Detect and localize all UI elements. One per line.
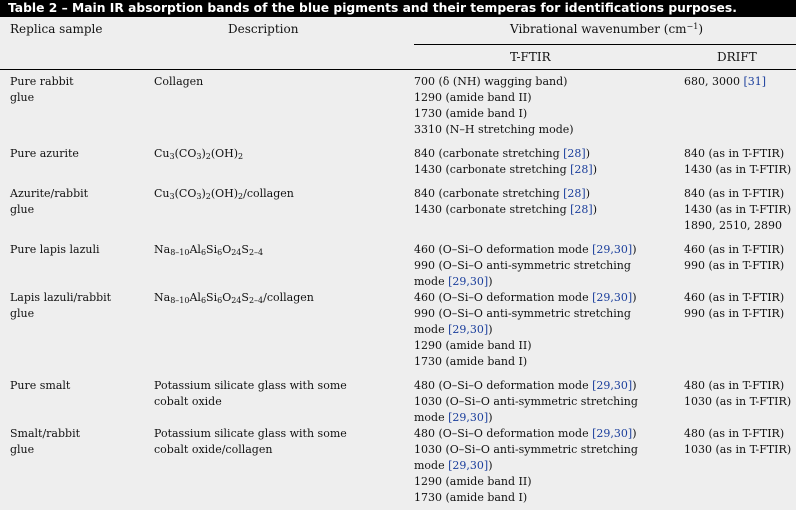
citation-link[interactable]: [29,30]: [592, 379, 633, 392]
text-span: 3: [196, 192, 202, 201]
cell-tftir: [414, 426, 636, 442]
cell-replica-sample: glue: [10, 443, 35, 456]
cell-drift: [684, 242, 784, 258]
text-span: 460 (as in T-FTIR): [684, 243, 785, 256]
text-span: ): [585, 187, 591, 200]
text-span: Collagen: [154, 75, 204, 88]
cell-tftir: [414, 354, 527, 370]
cell-description: [154, 242, 263, 258]
cell-drift: [684, 146, 784, 162]
text-span: 840 (as in T-FTIR): [684, 147, 785, 160]
text-span: Potassium silicate glass with some: [154, 379, 347, 392]
text-span: 2–4: [248, 296, 264, 305]
text-span: 990 (as in T-FTIR): [684, 259, 785, 272]
cell-tftir: [414, 202, 597, 218]
cell-tftir: [414, 106, 527, 122]
text-span: 480 (as in T-FTIR): [684, 379, 785, 392]
text-span: Cu: [154, 147, 170, 160]
cell-drift: [684, 290, 784, 306]
cell-replica-sample: Pure azurite: [10, 147, 79, 160]
text-span: 990 (O–Si–O anti-symmetric stretching: [414, 259, 631, 272]
text-span: S: [241, 291, 249, 304]
cell-replica-sample: Pure lapis lazuli: [10, 243, 100, 256]
text-span: Al: [189, 243, 201, 256]
cell-tftir: [414, 322, 492, 338]
text-span: S: [241, 243, 249, 256]
text-span: 1030 (O–Si–O anti-symmetric stretching: [414, 443, 638, 456]
text-span: 840 (carbonate stretching: [414, 147, 564, 160]
text-span: 6: [217, 248, 223, 257]
text-span: 1730 (amide band I): [414, 355, 528, 368]
text-span: 460 (as in T-FTIR): [684, 291, 785, 304]
text-span: ): [488, 459, 493, 472]
cell-description: [154, 74, 203, 90]
citation-link[interactable]: [29,30]: [592, 427, 633, 440]
text-span: mode: [414, 411, 449, 424]
cell-description: [154, 378, 347, 394]
text-span: ): [632, 379, 637, 392]
citation-link[interactable]: [29,30]: [592, 243, 633, 256]
cell-tftir: [414, 74, 567, 90]
cell-drift: [684, 74, 766, 90]
text-span: 840 (as in T-FTIR): [684, 187, 785, 200]
cell-tftir: [414, 290, 636, 306]
cell-drift: [684, 426, 784, 442]
text-span: 3: [196, 152, 202, 161]
text-span: (OH): [210, 147, 239, 160]
cell-drift: [684, 394, 791, 410]
text-span: 480 (as in T-FTIR): [684, 427, 785, 440]
text-span: 3: [169, 152, 175, 161]
header-bottom-rule: [0, 69, 796, 70]
text-span: 480 (O–Si–O deformation mode: [414, 427, 593, 440]
citation-link[interactable]: [29,30]: [592, 291, 633, 304]
text-span: 1030 (O–Si–O anti-symmetric stretching: [414, 395, 638, 408]
citation-link[interactable]: [29,30]: [448, 411, 489, 424]
text-span: 460 (O–Si–O deformation mode: [414, 291, 593, 304]
cell-drift: [684, 378, 784, 394]
cell-tftir: [414, 338, 532, 354]
cell-description: [154, 426, 347, 442]
cell-tftir: [414, 378, 636, 394]
text-span: (CO: [174, 187, 197, 200]
cell-description: [154, 290, 314, 306]
cell-tftir: [414, 122, 574, 138]
text-span: 2: [205, 192, 211, 201]
cell-tftir: [414, 458, 492, 474]
cell-description: [154, 442, 272, 458]
cell-tftir: [414, 242, 636, 258]
text-span: 1730 (amide band I): [414, 491, 528, 504]
citation-link[interactable]: [28]: [570, 163, 593, 176]
cell-drift: [684, 258, 784, 274]
text-span: ): [585, 147, 591, 160]
cell-replica-sample: Pure rabbit: [10, 75, 74, 88]
cell-replica-sample: Smalt/rabbit: [10, 427, 81, 440]
citation-link[interactable]: [29,30]: [448, 459, 489, 472]
text-span: Na: [154, 243, 171, 256]
cell-tftir: [414, 146, 590, 162]
text-span: Potassium silicate glass with some: [154, 427, 347, 440]
cell-tftir: [414, 490, 527, 506]
cell-replica-sample: glue: [10, 307, 35, 320]
cell-tftir: [414, 274, 492, 290]
text-span: /collagen: [243, 187, 294, 200]
text-span: ): [488, 323, 493, 336]
text-span: 2: [205, 152, 211, 161]
cell-tftir: [414, 474, 532, 490]
text-span: ): [592, 203, 598, 216]
citation-link[interactable]: [31]: [743, 75, 767, 88]
text-span: (CO: [174, 147, 197, 160]
text-span: cobalt oxide: [154, 395, 222, 408]
text-span: 8–10: [170, 296, 190, 305]
cell-tftir: [414, 442, 638, 458]
cell-replica-sample: Pure smalt: [10, 379, 71, 392]
text-span: 990 (as in T-FTIR): [684, 307, 785, 320]
text-span: ): [201, 187, 206, 200]
cell-replica-sample: glue: [10, 91, 35, 104]
cell-replica-sample: Lapis lazuli/rabbit: [10, 291, 112, 304]
cell-tftir: [414, 186, 590, 202]
text-span: ): [488, 275, 493, 288]
text-span: 1430 (carbonate stretching: [414, 163, 571, 176]
cell-tftir: [414, 90, 532, 106]
text-span: ): [201, 147, 206, 160]
text-span: 1730 (amide band I): [414, 107, 528, 120]
cell-tftir: [414, 410, 492, 426]
cell-tftir: [414, 306, 631, 322]
text-span: 480 (O–Si–O deformation mode: [414, 379, 593, 392]
text-span: (OH): [210, 187, 239, 200]
cell-drift: [684, 218, 782, 234]
cell-drift: [684, 186, 784, 202]
text-span: 3310 (N–H stretching mode): [414, 123, 574, 136]
citation-link[interactable]: [29,30]: [448, 275, 489, 288]
text-span: mode: [414, 323, 449, 336]
text-span: ): [632, 291, 637, 304]
text-span: 24: [231, 296, 242, 305]
text-span: 990 (O–Si–O anti-symmetric stretching: [414, 307, 631, 320]
text-span: 1290 (amide band II): [414, 91, 532, 104]
cell-tftir: [414, 394, 638, 410]
text-span: Cu: [154, 187, 170, 200]
text-span: 460 (O–Si–O deformation mode: [414, 243, 593, 256]
cell-description: [154, 186, 294, 202]
text-span: /collagen: [263, 291, 314, 304]
header-subrule: [414, 44, 796, 45]
citation-link[interactable]: [28]: [563, 187, 586, 200]
text-span: 6: [200, 296, 207, 305]
text-span: 2: [238, 192, 244, 201]
cell-description: [154, 146, 243, 162]
cell-replica-sample: glue: [10, 203, 35, 216]
text-span: 6: [217, 296, 223, 305]
header-replica-sample: Replica sample: [10, 22, 103, 36]
citation-link[interactable]: [29,30]: [448, 323, 489, 336]
cell-drift: [684, 306, 784, 322]
text-span: 1030 (as in T-FTIR): [684, 395, 792, 408]
text-span: ): [488, 411, 493, 424]
cell-description: [154, 394, 222, 410]
header-tftir: T-FTIR: [510, 50, 551, 64]
text-span: 1430 (carbonate stretching: [414, 203, 571, 216]
text-span: Al: [189, 291, 201, 304]
text-span: ): [632, 427, 637, 440]
text-span: 24: [231, 248, 242, 257]
text-span: 1290 (amide band II): [414, 339, 532, 352]
text-span: 1430 (as in T-FTIR): [684, 203, 792, 216]
text-span: mode: [414, 275, 449, 288]
text-span: 1290 (amide band II): [414, 475, 532, 488]
cell-tftir: [414, 162, 597, 178]
text-span: 680, 3000: [684, 75, 744, 88]
citation-link[interactable]: [28]: [570, 203, 593, 216]
text-span: 3: [169, 192, 175, 201]
cell-replica-sample: Azurite/rabbit: [10, 187, 89, 200]
cell-drift: [684, 162, 791, 178]
text-span: cobalt oxide/collagen: [154, 443, 273, 456]
text-span: ): [592, 163, 598, 176]
header-drift: DRIFT: [717, 50, 757, 64]
text-span: 2: [238, 152, 244, 161]
text-span: 700 (δ (NH) wagging band): [414, 75, 568, 88]
text-span: O: [222, 243, 232, 256]
text-span: 840 (carbonate stretching: [414, 187, 564, 200]
text-span: 1030 (as in T-FTIR): [684, 443, 792, 456]
cell-tftir: [414, 258, 631, 274]
text-span: ): [632, 243, 637, 256]
text-span: 1430 (as in T-FTIR): [684, 163, 792, 176]
cell-drift: [684, 442, 791, 458]
text-span: 2–4: [248, 248, 264, 257]
citation-link[interactable]: [28]: [563, 147, 586, 160]
text-span: Si: [206, 291, 218, 304]
text-span: 1890, 2510, 2890: [684, 219, 782, 232]
header-vibrational-wavenumber: Vibrational wavenumber $(cm^{-1})$: [510, 22, 704, 36]
cell-drift: [684, 202, 791, 218]
text-span: 8–10: [170, 248, 190, 257]
text-span: Si: [206, 243, 218, 256]
header-description: Description: [228, 22, 299, 36]
text-span: Na: [154, 291, 171, 304]
text-span: mode: [414, 459, 449, 472]
table-title: Table 2 – Main IR absorption bands of the blue pigments and their temperas for identifications purposes.: [0, 0, 796, 17]
text-span: O: [222, 291, 232, 304]
text-span: 6: [200, 248, 207, 257]
